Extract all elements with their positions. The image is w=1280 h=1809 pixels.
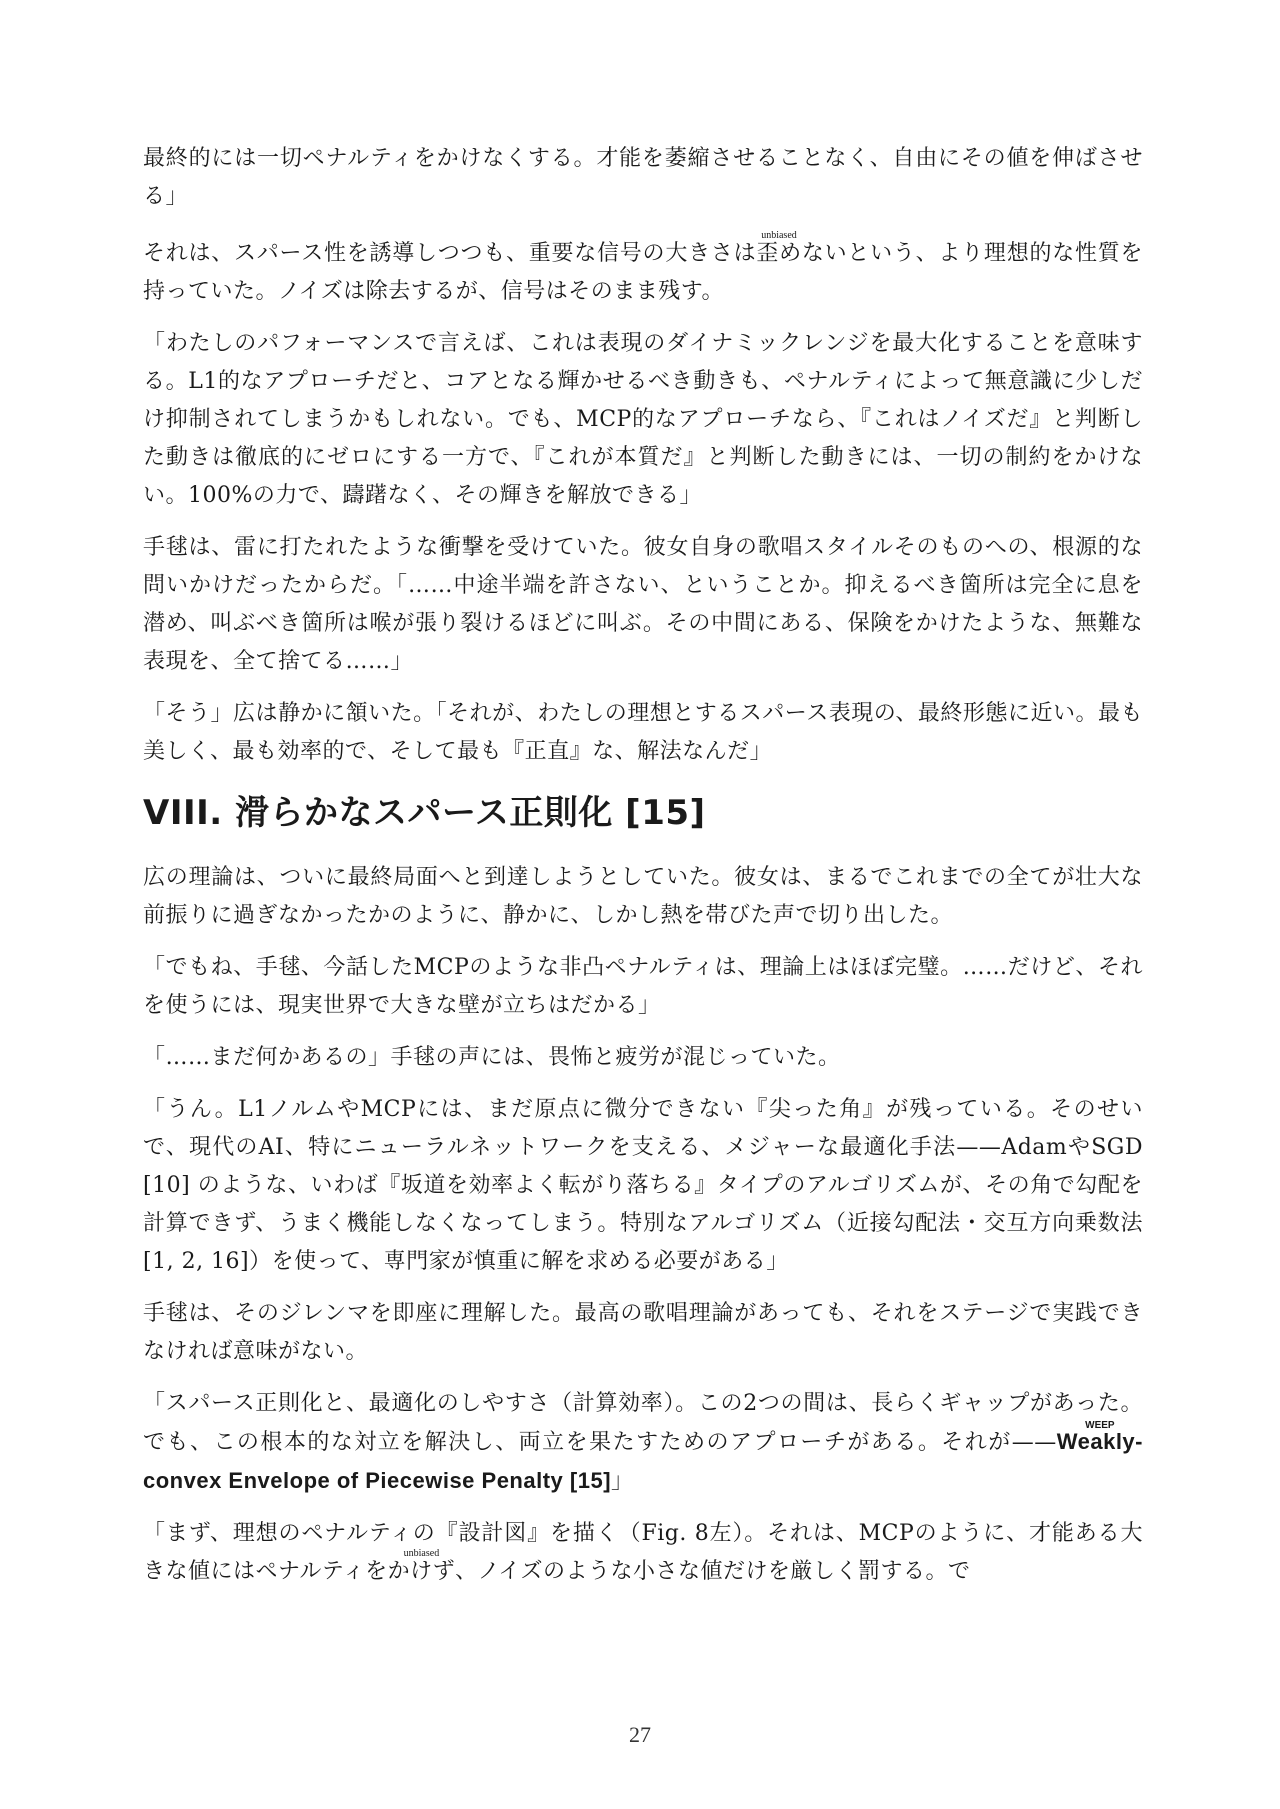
ruby-annotation-unbiased — [756, 230, 802, 266]
paragraph-12-text-before: 「まず、理想のペナルティの『設計図』を描く（Fig. 8左）。それは、MCPのように、才能ある大きな値にはペナルティを — [143, 1521, 1143, 1584]
ruby-text-weep: WEEP — [1056, 1420, 1143, 1431]
paragraph-8: 「……まだ何かあるの」手毬の声には、畏怖と疲労が混じっていた。 — [143, 1045, 841, 1070]
paragraph-7: 「でもね、手毬、今話したMCPのような非凸ペナルティは、理論上はほぼ完璧。……だけど、それを使うには、現実世界で大きな壁が立ちはだかる」 — [143, 955, 1143, 1018]
paragraph-1: 最終的には一切ペナルティをかけなくする。才能を萎縮させることなく、自由にその値を伸ばさせる」 — [143, 146, 1143, 209]
ruby-base: かけず — [387, 1559, 456, 1584]
paragraph-9: 「うん。L1ノルムやMCPには、まだ原点に微分できない『尖った角』が残っている。そのせいで、現代のAI、特にニューラルネットワークを支える、メジャーな最適化手法——AdamやSGD [10] のような、いわば『坂道を効率よく転がり落ちる』タイプのアルゴリズムが、その角で勾配を計算できず、うまく機能しなくなってしまう。特別なアルゴリズム（近接勾配法・交互方向乗数法 [1, 2, 16]）を使って、専門家が慎重に解を求める必要がある」 — [143, 1097, 1143, 1274]
paragraph-2-text-after: ないという、より理想的な性質を持っていた。ノイズは除去するが、信号はそのまま残す。 — [143, 241, 1143, 304]
paragraph-12-text-after: 、ノイズのような小さな値だけを厳しく罰する。で — [455, 1559, 971, 1584]
ruby-annotation-unbiased-2 — [387, 1548, 456, 1584]
page-content — [143, 140, 1143, 1605]
paragraph-5: 「そう」広は静かに頷いた。「それが、わたしの理想とするスパース表現の、最終形態に近い。最も美しく、最も効率的で、そして最も『正直』な、解法なんだ」 — [143, 701, 1143, 764]
paragraph-2 — [143, 230, 1143, 311]
paragraph-11-text-after: 」 — [611, 1469, 634, 1494]
paragraph-11 — [143, 1385, 1143, 1501]
ruby-base-weep-title: Weakly-convex Envelope of Piecewise Penalty [15] — [143, 1429, 1143, 1493]
paragraph-2-text-before: それは、スパース性を誘導しつつも、重要な信号の大きさは — [143, 241, 757, 266]
paragraph-3: 「わたしのパフォーマンスで言えば、これは表現のダイナミックレンジを最大化することを意味する。L1的なアプローチだと、コアとなる輝かせるべき動きも、ペナルティによって無意識に少しだけ抑制されてしまうかもしれない。でも、MCP的なアプローチなら、『これはノイズだ』と判断した動きは徹底的にゼロにする一方で、『これが本質だ』と判断した動きには、一切の制約をかけない。100%の力で、躊躇なく、その輝きを解放できる」 — [143, 331, 1143, 508]
section-heading: VIII. 滑らかなスパース正則化 [15] — [143, 793, 706, 833]
paragraph-6: 広の理論は、ついに最終局面へと到達しようとしていた。彼女は、まるでこれまでの全てが壮大な前振りに過ぎなかったかのように、静かに、しかし熱を帯びた声で切り出した。 — [143, 865, 1143, 928]
ruby-base: 歪め — [756, 241, 802, 266]
paragraph-10: 手毬は、そのジレンマを即座に理解した。最高の歌唱理論があっても、それをステージで実践できなければ意味がない。 — [143, 1301, 1143, 1364]
paragraph-11-text-before: 「スパース正則化と、最適化のしやすさ（計算効率）。この2つの間は、長らくギャップがあった。でも、この根本的な対立を解決し、両立を果たすためのアプローチがある。それが—— — [143, 1391, 1143, 1455]
ruby-text: unbiased — [756, 230, 802, 241]
page-number: 27 — [629, 1722, 651, 1747]
ruby-text: unbiased — [387, 1548, 456, 1559]
paragraph-4: 手毬は、雷に打たれたような衝撃を受けていた。彼女自身の歌唱スタイルそのものへの、根源的な問いかけだったからだ。「……中途半端を許さない、ということか。抑えるべき箇所は完全に息を潜め、叫ぶべき箇所は喉が張り裂けるほどに叫ぶ。その中間にある、保険をかけたような、無難な表現を、全て捨てる……」 — [143, 535, 1143, 674]
paragraph-12 — [143, 1515, 1143, 1591]
